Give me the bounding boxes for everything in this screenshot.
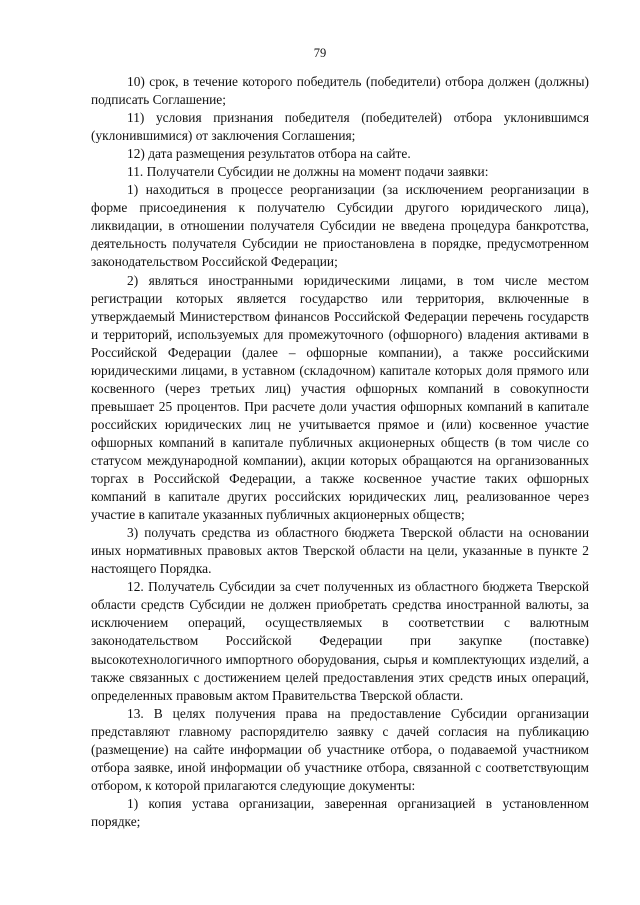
page-number: 79 [313, 46, 327, 60]
paragraph-section-13-item-1: 1) копия устава организации, заверенная организацией в установленном порядке; [91, 795, 589, 829]
paragraph-item-11-evasion: 11) условия признания победителя (победителей) отбора уклонившимся (уклонившимися) от заключения Соглашения; [91, 110, 589, 144]
paragraph-section-11-item-1: 1) находиться в процессе реорганизации (за исключением реорганизации в форме присоединения к получателю Субсидии другого юридического лица), ликвидации, в отношении получателя Субсидии не введена процедура банкротства, деятельность получателя Субсидии не приостановлена в порядке, предусмотренном законодательством Российской Федерации; [91, 182, 589, 270]
document-body [91, 73, 589, 831]
paragraph-item-10-deadline: 10) срок, в течение которого победитель (победители) отбора должен (должны) подписать Соглашение; [91, 74, 589, 108]
paragraph-section-12: 12. Получатель Субсидии за счет полученных из областного бюджета Тверской области средств Субсидии не должен приобретать средства иностранной валюты, за исключением операций, осуществляемых в соответствии с валютным законодательством Российской Федерации при закупке (поставке) высокотехнологичного импортного оборудования, сырья и комплектующих изделий, а также связанных с достижением целей предоставления этих средств иных операций, определенных правовым актом Правительства Тверской области. [91, 579, 589, 703]
paragraph-item-12-publication-date: 12) дата размещения результатов отбора на сайте. [127, 146, 411, 162]
paragraph-section-13: 13. В целях получения права на предоставление Субсидии организации представляют главному распорядителю заявку с дачей согласия на публикацию (размещение) на сайте информации об участнике отбора, о подаваемой участником отбора заявке, иной информации об участнике отбора, связанной с соответствующим отбором, к которой прилагаются следующие документы: [91, 705, 589, 793]
paragraph-section-11: 11. Получатели Субсидии не должны на момент подачи заявки: [127, 164, 489, 180]
paragraph-section-11-item-2: 2) являться иностранными юридическими лицами, в том числе местом регистрации которых является государство или территория, включенные в утверждаемый Министерством финансов Российской Федерации перечень государств и территорий, используемых для промежуточного (офшорного) владения активами в Российской Федерации (далее – офшорные компании), а также российскими юридическими лицами, в уставном (складочном) капитале которых доля прямого или косвенного (через третьих лиц) участия офшорных компаний в совокупности превышает 25 процентов. При расчете доли участия офшорных компаний в капитале российских юридических лиц не учитывается прямое и (или) косвенное участие офшорных компаний в капитале публичных акционерных обществ (в том числе со статусом международной компании), акции которых обращаются на организованных торгах в Российской Федерации, а также косвенное участие таких офшорных компаний в капитале других российских юридических лиц, реализованное через участие в капитале указанных публичных акционерных обществ; [91, 272, 589, 523]
paragraph-section-11-item-3: 3) получать средства из областного бюджета Тверской области на основании иных нормативных правовых актов Тверской области на цели, указанные в пункте 2 настоящего Порядка. [91, 525, 589, 577]
